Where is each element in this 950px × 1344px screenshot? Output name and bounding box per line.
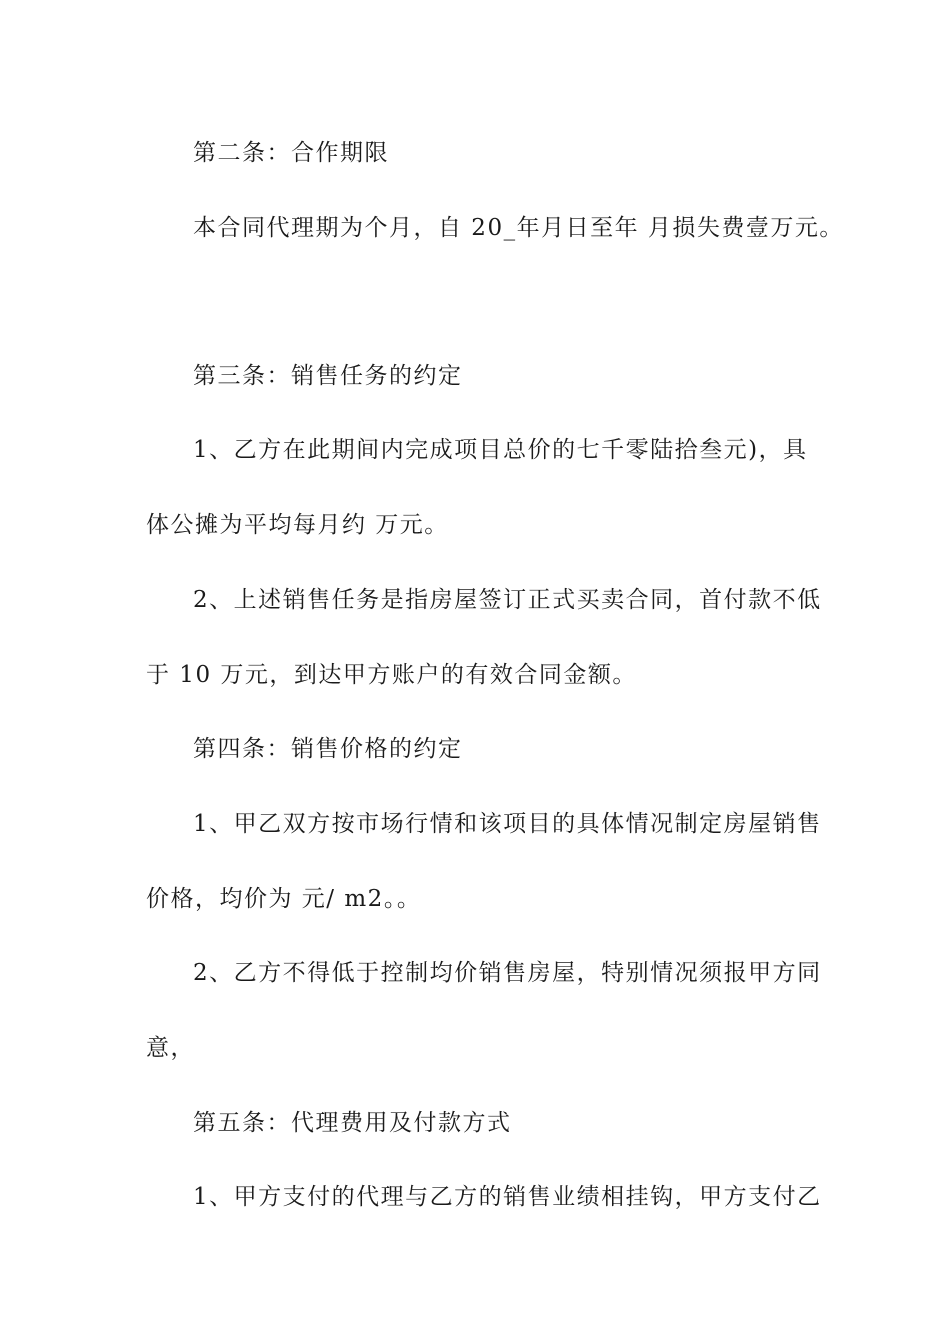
paragraph-line: 本合同代理期为个月，自 20_年月日至年 月损失费壹万元。: [193, 215, 844, 241]
paragraph-line: 价格，均价为 元/ m2。。: [146, 886, 422, 912]
paragraph-line: 2、上述销售任务是指房屋签订正式买卖合同，首付款不低: [193, 587, 822, 613]
article-2-heading: 第二条：合作期限: [193, 140, 389, 166]
paragraph-line: 意，: [146, 1035, 195, 1061]
article-4-heading: 第四条：销售价格的约定: [193, 736, 463, 762]
paragraph-line: 于 10 万元，到达甲方账户的有效合同金额。: [146, 662, 637, 688]
article-3-heading: 第三条：销售任务的约定: [193, 363, 463, 389]
article-5-heading: 第五条：代理费用及付款方式: [193, 1110, 512, 1136]
paragraph-line: 2、乙方不得低于控制均价销售房屋，特别情况须报甲方同: [193, 960, 822, 986]
paragraph-line: 1、甲乙双方按市场行情和该项目的具体情况制定房屋销售: [193, 811, 822, 837]
paragraph-line: 体公摊为平均每月约 万元。: [146, 512, 449, 538]
paragraph-line: 1、乙方在此期间内完成项目总价的七千零陆拾叁元)，具: [193, 437, 808, 463]
paragraph-line: 1、甲方支付的代理与乙方的销售业绩相挂钩，甲方支付乙: [193, 1184, 822, 1210]
